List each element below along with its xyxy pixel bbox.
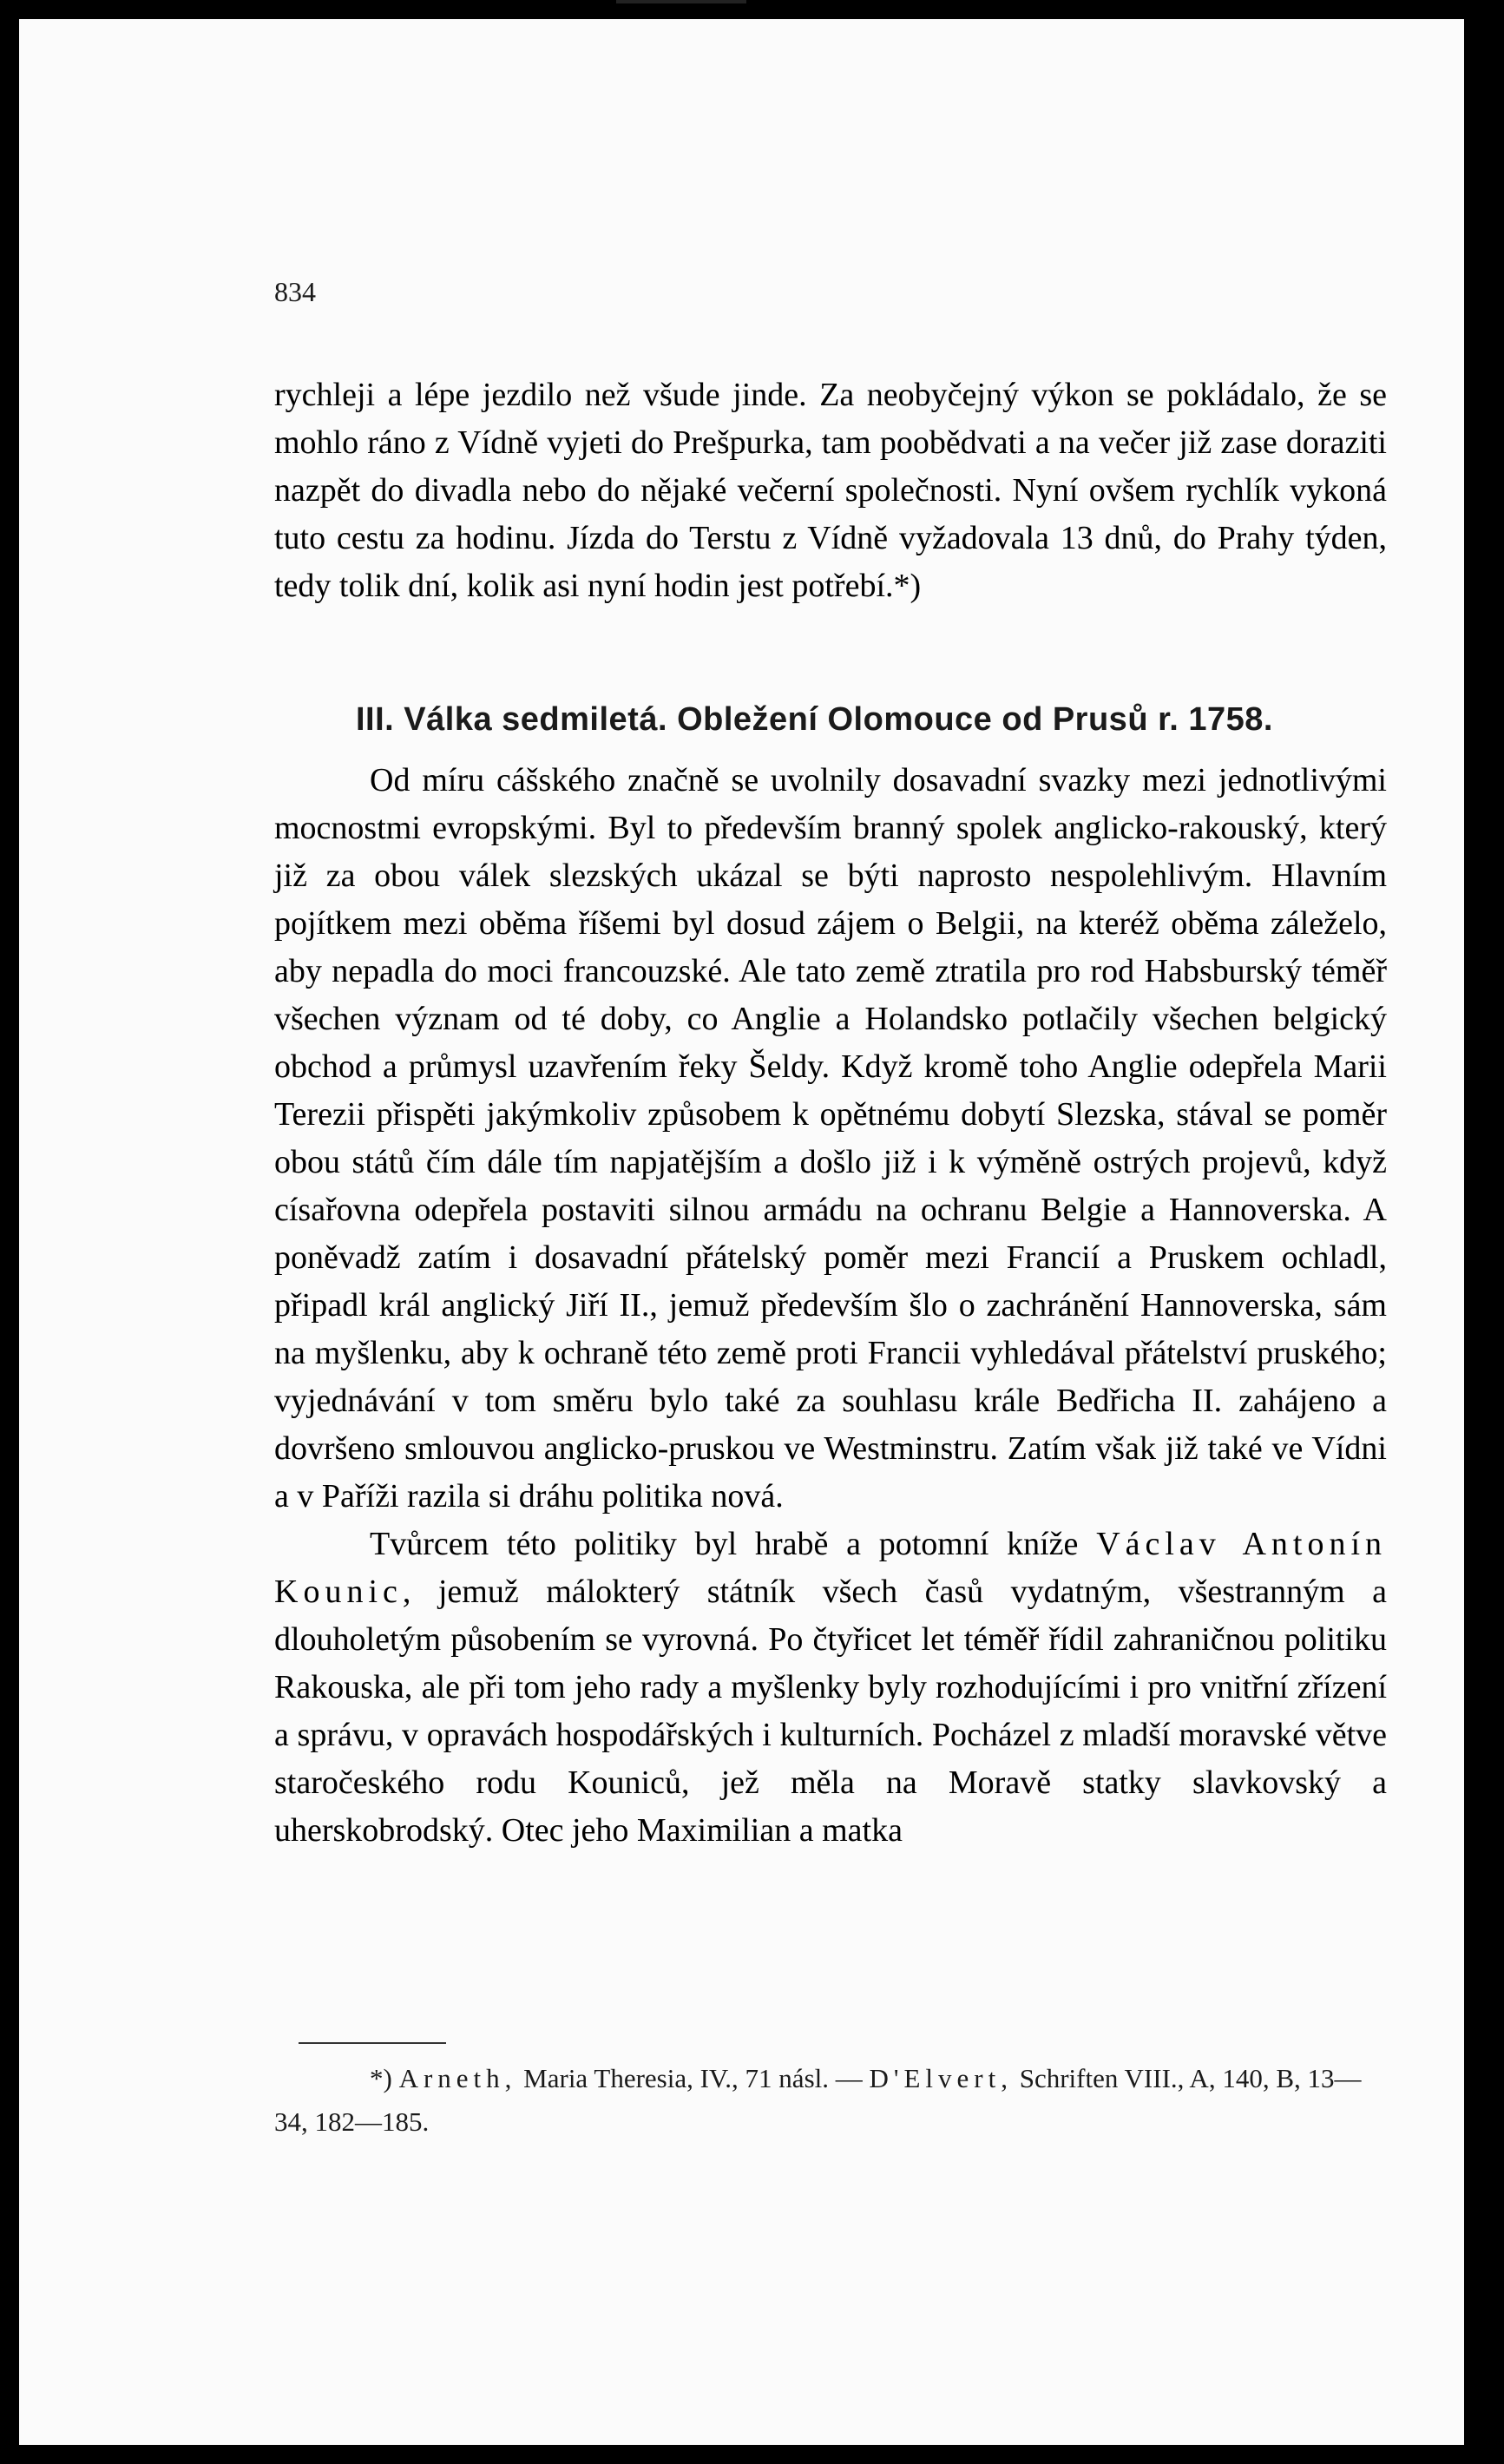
footnote-marker: *) bbox=[370, 2063, 392, 2093]
page-number: 834 bbox=[274, 276, 316, 307]
paragraph-continued bbox=[274, 371, 1387, 610]
footnote-source-1: Maria Theresia, IV., 71 násl. — bbox=[523, 2063, 863, 2093]
paragraph-2-rest: , jemuž málokterý státník všech časů vydatným, všestranným a dlouholetým působením se vyrovná. Po čtyřicet let téměř řídil zahraničnou politiku Rakouska, ale při tom jeho rady a myšlenky byly rozhodujícími i pro vnitřní zřízení a správu, v opravách hospodářských i kulturních. Pocházel z mladší moravské větve staročeského rodu Kouniců, jež měla na Moravě statky slavkovský a uherskobrodský. Otec jeho Maximilian a matka bbox=[274, 1574, 1387, 1849]
footnote-line bbox=[274, 2057, 1387, 2144]
paragraph-2-start: Tvůrcem této politiky byl hrabě a potomní kníže bbox=[370, 1526, 1079, 1562]
person-name: Václav Antonín Kounic bbox=[274, 1526, 1388, 1610]
footnote-author-2: D'Elvert, bbox=[869, 2063, 1013, 2093]
paragraph-1: Od míru cášského značně se uvolnily dosavadní svazky mezi jednotlivými mocnostmi evropskými. Byl to především branný spolek anglicko-rakouský, který již za obou válek slezských ukázal se býti naprosto nespolehlivým. Hlavním pojítkem mezi oběma říšemi byl dosud zájem o Belgii, na kteréž oběma záleželo, aby nepadla do moci francouzské. Ale tato země ztratila pro rod Habsburský téměř všechen význam od té doby, co Anglie a Holandsko potlačily všechen belgický obchod a průmysl uzavřením řeky Šeldy. Když kromě toho Anglie odepřela Marii Terezii přispěti jakýmkoliv způsobem k opětnému dobytí Slezska, stával se poměr obou států čím dále tím napjatějším a došlo již i k výměně ostrých projevů, když císařovna odepřela postaviti silnou armádu na ochranu Belgie a Hannoverska. A poněvadž zatím i dosavadní přátelský poměr mezi Francií a Pruskem ochladl, připadl král anglický Jiří II., jemuž především šlo o zachránění Hannoverska, sám na myšlenku, aby k ochraně této země proti Francii vyhledával přátelství pruského; vyjednávání v tom směru bylo také za souhlasu krále Bedřicha II. zahájeno a dovršeno smlouvou anglicko-pruskou ve Westminstru. Zatím však již také ve Vídni a v Paříži razila si dráhu politika nová. bbox=[274, 762, 1387, 1515]
footnote-divider bbox=[299, 2042, 446, 2044]
scan-artifact bbox=[616, 0, 746, 3]
paragraph-text: rychleji a lépe jezdilo než všude jinde. Za neobyčejný výkon se pokládalo, že se mohlo ráno z Vídně vyjeti do Prešpurka, tam poobědvati a na večer již zase doraziti nazpět do divadla nebo do nějaké večerní společnosti. Nyní ovšem rychlík vykoná tuto cestu za hodinu. Jízda do Terstu z Vídně vyžadovala 13 dnů, do Prahy týden, tedy tolik dní, kolik asi nyní hodin jest potřebí.*) bbox=[274, 377, 1387, 604]
footnote bbox=[274, 2057, 1387, 2144]
paragraph-2 bbox=[274, 1521, 1387, 1855]
section-heading: III. Válka sedmiletá. Obležení Olomouce od Prusů r. 1758. bbox=[356, 701, 1273, 738]
footnote-source-2: Schriften VIII., A, 140, B, 13—34, 182—185. bbox=[274, 2063, 1362, 2137]
footnote-author-1: Arneth, bbox=[398, 2063, 517, 2093]
section-body bbox=[274, 757, 1387, 1855]
